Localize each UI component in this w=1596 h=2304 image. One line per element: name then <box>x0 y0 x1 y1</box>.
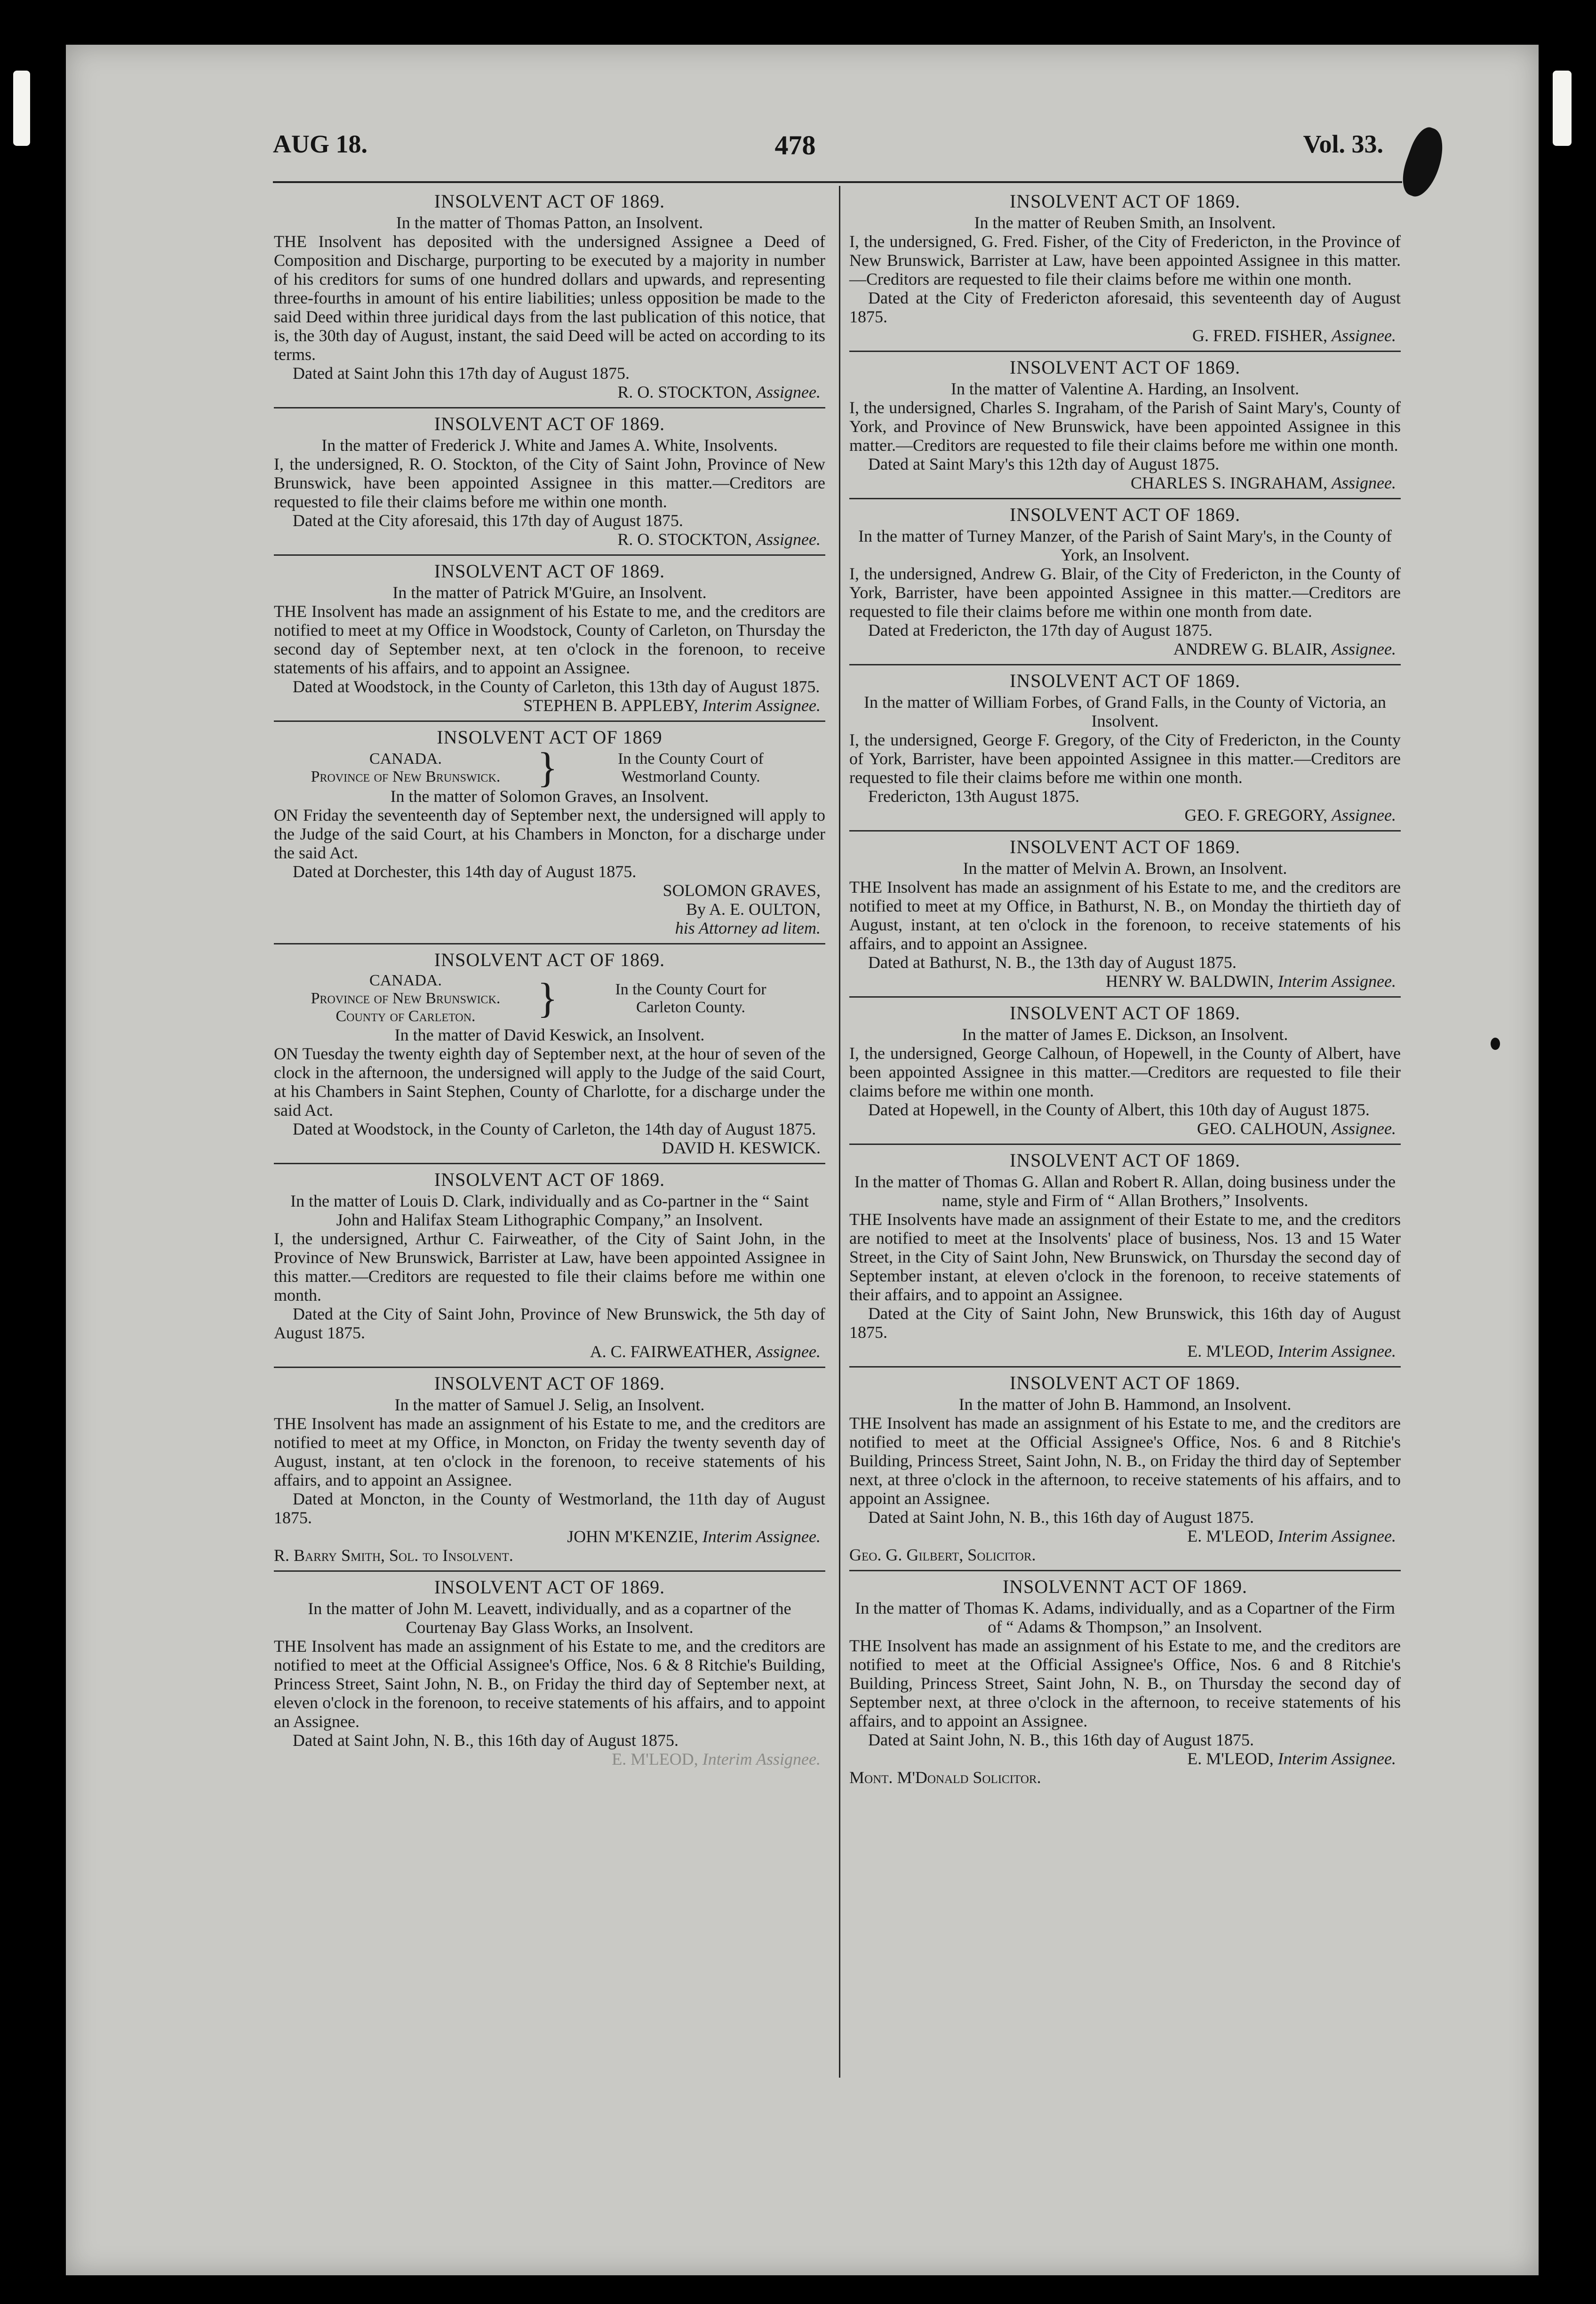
signer-name: ANDREW G. BLAIR, <box>1173 640 1328 658</box>
notice-paragraph: THE Insolvent has made an assignment of his Estate to me, and the creditors are notified to meet at the Official Assignee's Office, Nos. 6 & 8 Ritchie's Building, Princess Street, Saint John, N. B., on Friday the third day of September next, at eleven o'clock in the forenoon, to receive statements of his affairs, and to appoint an Assignee. <box>274 1637 825 1731</box>
court-name <box>556 981 825 1016</box>
signer-name: R. O. STOCKTON, <box>617 530 752 549</box>
notice-body <box>274 1229 825 1342</box>
notice-paragraph: Dated at Hopewell, in the County of Albert, this 10th day of August 1875. <box>868 1100 1370 1119</box>
notice-title: INSOLVENT ACT OF 1869. <box>434 1373 665 1394</box>
notice-title: INSOLVENT ACT OF 1869. <box>1009 1372 1241 1393</box>
signer-name: E. M'LEOD, <box>612 1750 698 1768</box>
notice-title: INSOLVENT ACT OF 1869. <box>434 1169 665 1190</box>
notice-body <box>849 1210 1401 1342</box>
left-edge-tab <box>13 71 30 146</box>
notice-paragraph: I, the undersigned, George F. Gregory, of the City of Fredericton, in the County of York, Barrister, have been appointed Assignee in this matter.—Creditors are requested to file their claims before me within one month. <box>849 730 1401 787</box>
signer-role: Interim Assignee. <box>702 1527 821 1546</box>
notice-signature <box>274 696 825 715</box>
notice-title: INSOLVENT ACT OF 1869. <box>1009 1002 1241 1024</box>
court-name-line: In the County Court of <box>618 750 764 768</box>
notice <box>274 944 825 1164</box>
notice-paragraph: THE Insolvent has made an assignment of his Estate to me, and the creditors are notified to meet at the Official Assignee's Office, Nos. 6 and 8 Ritchie's Building, Princess Street, Saint John, N. B., on Friday the third day of September next, at three o'clock in the afternoon, to receive statements of his affairs, and to appoint an Assignee. <box>849 1414 1401 1508</box>
notice-signature <box>274 1750 825 1768</box>
signer-role: Interim Assignee. <box>702 696 821 715</box>
notice-paragraph: Dated at Woodstock, in the County of Carleton, the 14th day of August 1875. <box>293 1120 816 1138</box>
notice-body <box>849 564 1401 640</box>
court-name-line: Westmorland County. <box>621 768 760 785</box>
solicitor-line: Mont. M'Donald Solicitor. <box>849 1768 1041 1787</box>
notice-signature <box>274 881 825 937</box>
notice-body <box>849 398 1401 473</box>
court-name <box>556 750 825 786</box>
volume-number: Vol. 33. <box>1303 130 1383 158</box>
notice-matter: In the matter of Turney Manzer, of the Parish of Saint Mary's, in the County of York, an Insolvent. <box>858 527 1392 564</box>
court-jurisdiction-line: Province of New Brunswick. <box>311 990 501 1007</box>
notice <box>849 1571 1401 1792</box>
notice-matter: In the matter of James E. Dickson, an Insolvent. <box>962 1025 1288 1044</box>
notice-matter: In the matter of Frederick J. White and James A. White, Insolvents. <box>321 436 778 455</box>
notice-paragraph: I, the undersigned, George Calhoun, of Hopewell, in the County of Albert, have been appointed Assignee in this matter.—Creditors are requested to file their claims before me within one month. <box>849 1044 1401 1100</box>
signer-role: Assignee. <box>1332 473 1396 492</box>
signer-name: R. O. STOCKTON, <box>617 383 752 401</box>
court-jurisdiction <box>274 750 537 786</box>
notice-paragraph: Dated at Bathurst, N. B., the 13th day of August 1875. <box>868 953 1237 972</box>
court-name-line: In the County Court for <box>615 981 766 998</box>
notice-title: INSOLVENT ACT OF 1869. <box>434 1576 665 1598</box>
signer-role: Interim Assignee. <box>702 1750 821 1768</box>
signer-name: JOHN M'KENZIE, <box>567 1527 698 1546</box>
notice-paragraph: THE Insolvent has made an assignment of his Estate to me, and the creditors are notified to meet at the Official Assignee's Office, Nos. 6 and 8 Ritchie's Building, Princess Street, Saint John, N. B., on Thursday the second day of September next, at three o'clock in the afternoon, to receive statements of his affairs, and to appoint an Assignee. <box>849 1636 1401 1730</box>
signer-name: GEO. F. GREGORY, <box>1184 806 1328 824</box>
notice-signature <box>849 1342 1401 1360</box>
notice-paragraph: Dated at Saint John, N. B., this 16th day of August 1875. <box>293 1731 678 1750</box>
notice-matter: In the matter of John M. Leavett, individually, and as a copartner of the Courtenay Bay Glass Works, an Insolvent. <box>308 1599 791 1637</box>
notice-signature <box>274 1138 825 1157</box>
notice-matter: In the matter of David Keswick, an Insolvent. <box>394 1025 705 1044</box>
notice-matter: In the matter of Reuben Smith, an Insolvent. <box>974 213 1276 232</box>
court-heading <box>274 972 825 1025</box>
notice <box>274 1164 825 1368</box>
notice <box>274 186 825 408</box>
brace-glyph: } <box>537 975 558 1022</box>
signer-name: STEPHEN B. APPLEBY, <box>523 696 698 715</box>
notice <box>849 998 1401 1145</box>
court-jurisdiction-line: CANADA. <box>369 750 442 768</box>
notice-signature <box>849 972 1401 991</box>
notice-signature <box>849 640 1401 658</box>
notice-paragraph: Dated at Saint John, N. B., this 16th day of August 1875. <box>868 1730 1254 1749</box>
notice-paragraph: Dated at Saint John, N. B., this 16th day of August 1875. <box>868 1508 1254 1527</box>
signer-role: Assignee. <box>756 383 821 401</box>
notice-title: INSOLVENT ACT OF 1869. <box>434 560 665 582</box>
notice <box>274 722 825 944</box>
signer-role: Interim Assignee. <box>1277 1342 1396 1360</box>
notice-paragraph: Dated at the City of Fredericton aforesaid, this seventeenth day of August 1875. <box>849 288 1401 326</box>
notice <box>849 352 1401 499</box>
notice-matter: In the matter of Thomas Patton, an Insolvent. <box>396 213 703 232</box>
notice-paragraph: Dated at Woodstock, in the County of Carleton, this 13th day of August 1875. <box>293 677 820 696</box>
page-number: 478 <box>774 130 816 160</box>
signer-name: CHARLES S. INGRAHAM, <box>1130 473 1328 492</box>
solicitor-line: Geo. G. Gilbert, Solicitor. <box>849 1545 1036 1564</box>
notice-paragraph: Dated at Fredericton, the 17th day of August 1875. <box>868 621 1213 640</box>
page-header <box>207 120 1383 172</box>
column-divider <box>839 186 840 2078</box>
notice-title: INSOLVENNT ACT OF 1869. <box>1002 1576 1248 1597</box>
notice <box>274 1368 825 1572</box>
notice-paragraph: THE Insolvent has made an assignment of his Estate to me, and the creditors are notified to meet at my Office in Woodstock, County of Carleton, on Thursday the second day of September next, at ten o'clock in the forenoon, to receive statements of his affairs, and to appoint an Assignee. <box>274 602 825 677</box>
notice-paragraph: THE Insolvent has deposited with the undersigned Assignee a Deed of Composition and Discharge, purporting to be executed by a majority in number of his creditors for sums of one hundred dollars and upwards, and representing three-fourths in amount of his entire liabilities; unless opposition be made to the said Deed within three juridical days from the last publication of this notice, that is, the 30th day of August, instant, the said Deed will be acted on according to its terms. <box>274 232 825 364</box>
notice-signature <box>274 383 825 401</box>
notice-paragraph: I, the undersigned, Arthur C. Fairweather, of the City of Saint John, in the Province of New Brunswick, Barrister at Law, have been appointed Assignee in this matter.—Creditors are requested to file their claims before me within one month. <box>274 1229 825 1304</box>
notice-paragraph: Dated at the City aforesaid, this 17th day of August 1875. <box>293 511 683 530</box>
signer-role: Assignee. <box>1332 806 1396 824</box>
notice-title: INSOLVENT ACT OF 1869. <box>1009 836 1241 857</box>
notice-paragraph: THE Insolvent has made an assignment of his Estate to me, and the creditors are notified to meet at my Office, in Moncton, on Friday the twenty seventh day of August, instant, at ten o'clock in the forenoon, to receive statements of his affairs, and to appoint an Assignee. <box>274 1414 825 1489</box>
notice-body <box>849 1414 1401 1527</box>
signer-name: G. FRED. FISHER, <box>1192 326 1328 345</box>
notice-body <box>274 1414 825 1527</box>
court-jurisdiction-line: CANADA. <box>369 972 442 989</box>
notice-signature <box>849 326 1401 345</box>
notice-paragraph: THE Insolvent has made an assignment of his Estate to me, and the creditors are notified to meet at my Office, in Bathurst, N. B., on Monday the thirtieth day of August, instant, at ten o'clock in the forenoon, to receive statements of his affairs, and to appoint an Assignee. <box>849 878 1401 953</box>
notice-body <box>274 1637 825 1750</box>
notice-paragraph: Fredericton, 13th August 1875. <box>868 787 1079 806</box>
signer-name: E. M'LEOD, <box>1187 1527 1274 1545</box>
signer-role: Interim Assignee. <box>1277 1527 1396 1545</box>
brace-glyph: } <box>537 744 558 791</box>
ink-dot <box>1491 1038 1500 1050</box>
notice-body <box>274 455 825 530</box>
notice <box>849 665 1401 832</box>
solicitor-line: R. Barry Smith, Sol. to Insolvent. <box>274 1546 513 1565</box>
notice-title: INSOLVENT ACT OF 1869. <box>1009 670 1241 691</box>
notice-matter: In the matter of Patrick M'Guire, an Insolvent. <box>392 583 707 602</box>
notice-body <box>274 602 825 696</box>
notice-paragraph: I, the undersigned, Andrew G. Blair, of the City of Fredericton, in the County of York, Barrister, have been appointed Assignee in this matter.—Creditors are requested to file their claims before me within one month from date. <box>849 564 1401 621</box>
notice-body <box>274 1044 825 1138</box>
notice-matter: In the matter of Louis D. Clark, individually and as Co-partner in the “ Saint John and Halifax Steam Lithographic Company,” an Insolvent. <box>290 1192 809 1229</box>
notice-signature <box>274 530 825 549</box>
notice-paragraph: I, the undersigned, G. Fred. Fisher, of the City of Fredericton, in the Province of New Brunswick, Barrister at Law, have been appointed Assignee in this matter.—Creditors are requested to file their claims before me within one month. <box>849 232 1401 288</box>
notice-matter: In the matter of Valentine A. Harding, an Insolvent. <box>950 379 1300 398</box>
court-jurisdiction-line: County of Carleton. <box>335 1008 476 1025</box>
notice-title: INSOLVENT ACT OF 1869. <box>1009 191 1241 212</box>
signer-role: Assignee. <box>1332 640 1396 658</box>
notice-paragraph: Dated at Dorchester, this 14th day of August 1875. <box>293 862 637 881</box>
notice-title: INSOLVENT ACT OF 1869. <box>1009 357 1241 378</box>
notice-paragraph: I, the undersigned, Charles S. Ingraham, of the Parish of Saint Mary's, County of York, and Province of New Brunswick, have been appointed Assignee in this matter.—Creditors are requested to file their claims before me within one month. <box>849 398 1401 455</box>
notice-matter: In the matter of Thomas K. Adams, individually, and as a Copartner of the Firm of “ Adams & Thompson,” an Insolvent. <box>855 1599 1395 1636</box>
signer-name: DAVID H. KESWICK. <box>662 1138 821 1157</box>
court-heading <box>274 744 825 791</box>
notice-title: INSOLVENT ACT OF 1869. <box>1009 1150 1241 1171</box>
notice-title: INSOLVENT ACT OF 1869. <box>1009 504 1241 525</box>
notice-signature <box>849 473 1401 492</box>
signer-name: HENRY W. BALDWIN, <box>1106 972 1274 991</box>
right-edge-tab <box>1553 71 1572 146</box>
notice-paragraph: ON Friday the seventeenth day of September next, the undersigned will apply to the Judge of the said Court, at his Chambers in Moncton, for a discharge under the said Act. <box>274 806 825 862</box>
notice-paragraph: Dated at the City of Saint John, New Brunswick, this 16th day of August 1875. <box>849 1304 1401 1342</box>
signer-role: his Attorney ad litem. <box>675 919 821 937</box>
notice-matter: In the matter of Samuel J. Selig, an Insolvent. <box>394 1395 705 1414</box>
notice <box>274 556 825 722</box>
notice <box>274 408 825 556</box>
notice-signature <box>849 806 1401 824</box>
notice-title: INSOLVENT ACT OF 1869. <box>434 949 665 970</box>
notice-matter: In the matter of Melvin A. Brown, an Insolvent. <box>963 859 1287 878</box>
notice-title: INSOLVENT ACT OF 1869 <box>437 727 662 748</box>
court-jurisdiction-line: Province of New Brunswick. <box>311 768 501 785</box>
notice-signature <box>849 1119 1401 1138</box>
signer-role: Assignee. <box>1332 326 1396 345</box>
signer-role: Interim Assignee. <box>1277 972 1396 991</box>
notice-title: INSOLVENT ACT OF 1869. <box>434 191 665 212</box>
notice-paragraph: Dated at Saint Mary's this 12th day of August 1875. <box>868 455 1220 473</box>
notice-paragraph: Dated at Saint John this 17th day of August 1875. <box>293 364 630 383</box>
signer-name: E. M'LEOD, <box>1187 1749 1274 1768</box>
notice-paragraph: Dated at the City of Saint John, Province of New Brunswick, the 5th day of August 1875. <box>274 1304 825 1342</box>
left-column <box>274 186 825 1774</box>
notice <box>849 1368 1401 1571</box>
notice-body <box>274 232 825 383</box>
notice-paragraph: Dated at Moncton, in the County of Westmorland, the 11th day of August 1875. <box>274 1489 825 1527</box>
notice <box>849 499 1401 665</box>
notice-signature <box>274 1527 825 1546</box>
notice <box>849 1145 1401 1368</box>
right-column <box>849 186 1401 1792</box>
notice <box>849 832 1401 998</box>
signer-role: Assignee. <box>756 530 821 549</box>
notice-matter: In the matter of John B. Hammond, an Insolvent. <box>958 1395 1292 1414</box>
signer-attorney: By A. E. OULTON, <box>686 900 821 919</box>
notice-paragraph: ON Tuesday the twenty eighth day of September next, at the hour of seven of the clock in the afternoon, the undersigned will apply to the Judge of the said Court, at his Chambers in Saint Stephen, County of Charlotte, for a discharge under the said Act. <box>274 1044 825 1120</box>
notice-signature <box>849 1527 1401 1545</box>
notice-signature <box>849 1749 1401 1768</box>
signer-role: Assignee. <box>756 1342 821 1361</box>
signer-name: A. C. FAIRWEATHER, <box>590 1342 752 1361</box>
header-rule <box>273 181 1402 183</box>
notice-matter: In the matter of Solomon Graves, an Insolvent. <box>390 787 709 806</box>
notice <box>849 186 1401 352</box>
header-date: AUG 18. <box>273 130 367 158</box>
notice <box>274 1572 825 1774</box>
notice-paragraph: I, the undersigned, R. O. Stockton, of the City of Saint John, Province of New Brunswick, have been appointed Assignee in this matter.—Creditors are requested to file their claims before me within one month. <box>274 455 825 511</box>
notice-matter: In the matter of Thomas G. Allan and Robert R. Allan, doing business under the name, style and Firm of “ Allan Brothers,” Insolvents. <box>854 1172 1396 1210</box>
notice-title: INSOLVENT ACT OF 1869. <box>434 413 665 434</box>
notice-body <box>849 1636 1401 1749</box>
notice-signature <box>274 1342 825 1361</box>
notice-body <box>849 232 1401 326</box>
notice-matter: In the matter of William Forbes, of Grand Falls, in the County of Victoria, an Insolvent. <box>864 693 1386 730</box>
signer-name: E. M'LEOD, <box>1187 1342 1274 1360</box>
notice-body <box>274 806 825 881</box>
notice-body <box>849 730 1401 806</box>
notice-body <box>849 878 1401 972</box>
signer-role: Assignee. <box>1332 1119 1396 1138</box>
signer-name: GEO. CALHOUN, <box>1197 1119 1328 1138</box>
notice-body <box>849 1044 1401 1119</box>
signer-name: SOLOMON GRAVES, <box>662 881 821 900</box>
court-name-line: Carleton County. <box>636 999 745 1016</box>
signer-role: Interim Assignee. <box>1277 1749 1396 1768</box>
court-jurisdiction <box>274 972 537 1025</box>
notice-paragraph: THE Insolvents have made an assignment of their Estate to me, and the creditors are notified to meet at the Insolvents' place of business, Nos. 13 and 15 Water Street, in the City of Saint John, New Brunswick, on Thursday the second day of September instant, at eleven o'clock in the forenoon, to receive statements of their affairs, and to appoint an Assignee. <box>849 1210 1401 1304</box>
